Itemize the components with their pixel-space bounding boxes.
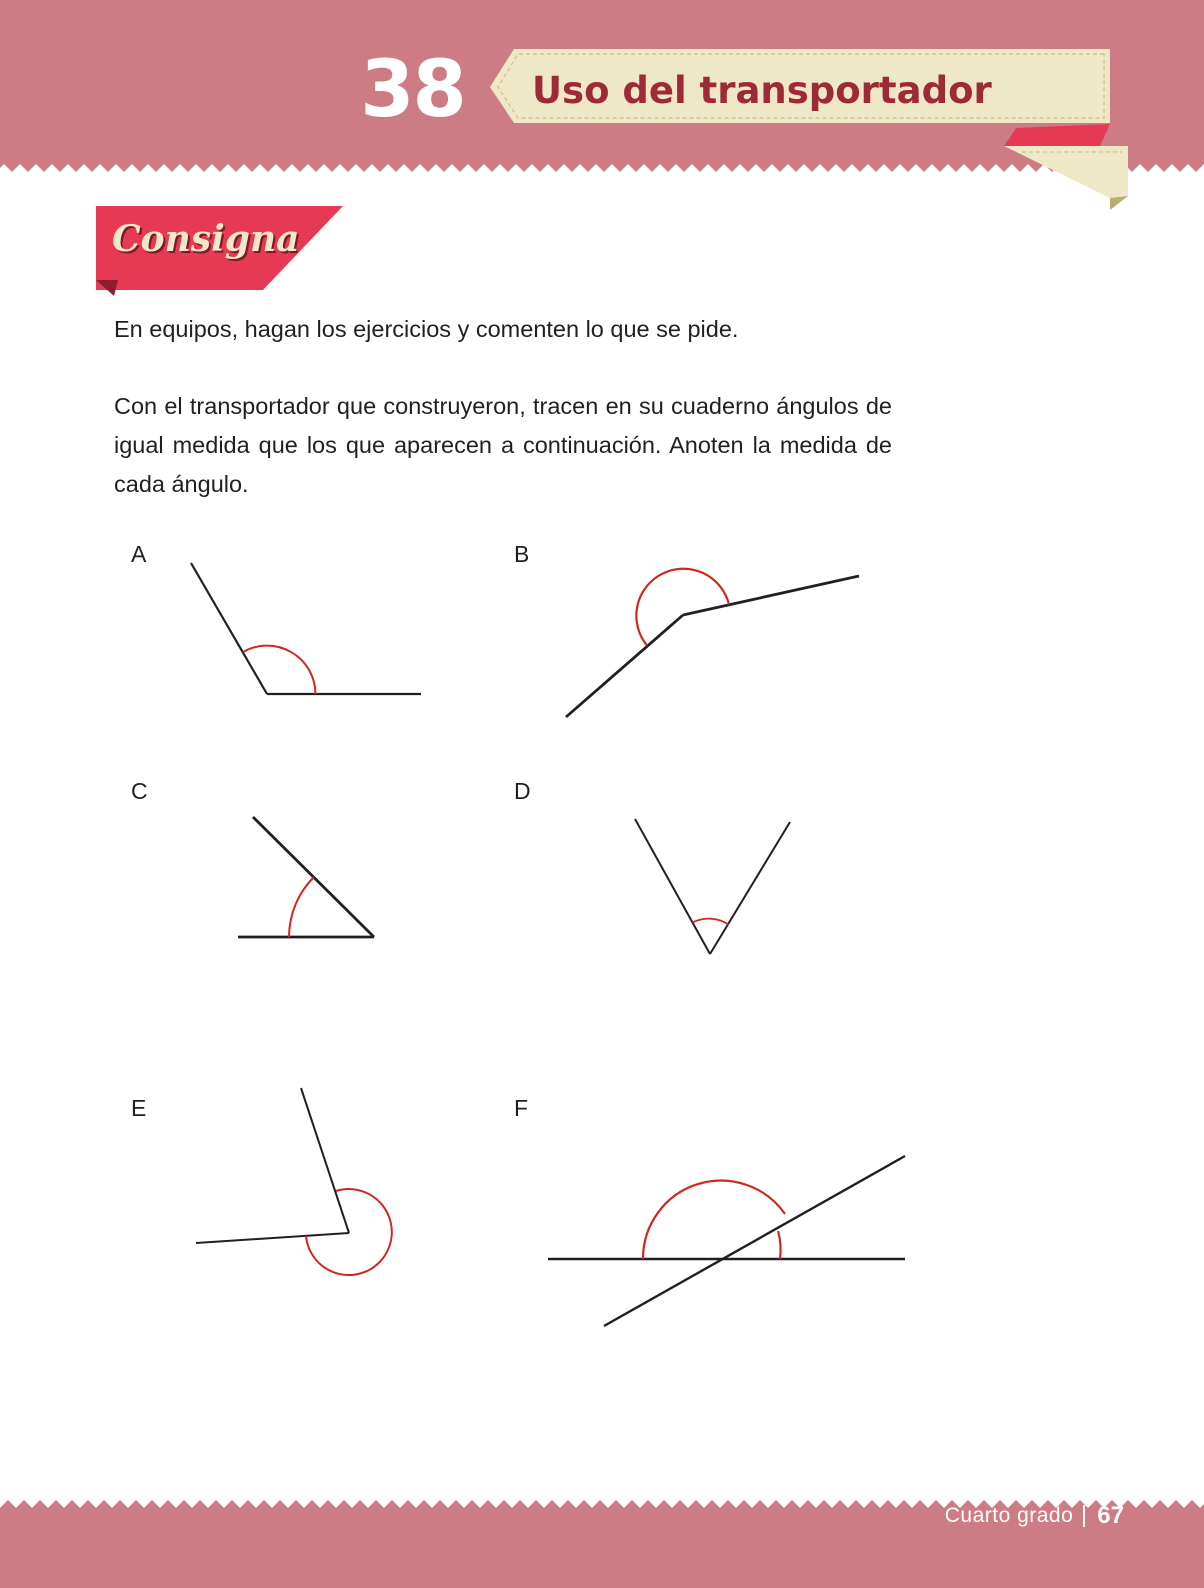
angle-figure-d [635,819,790,954]
figure-label-e: E [131,1095,147,1121]
angle-figure-c [238,817,374,937]
instruction-intro: En equipos, hagan los ejercicios y comenten lo que se pide. [114,316,739,342]
grade-label: Cuarto grado [944,1504,1074,1527]
figure-label-b: B [514,541,530,567]
lesson-title: Uso del transportador [532,69,992,112]
page-number: 67 [1097,1502,1124,1529]
instruction-task: Con el transportador que construyeron, tracen en su cuaderno ángulos de igual medida que los que aparecen a continuación. Anoten la medida de cada ángulo. [114,393,892,497]
page-footer [945,1500,1124,1532]
figure-label-c: C [131,778,148,804]
figure-label-a: A [131,541,147,567]
figure-label-d: D [514,778,531,804]
footer-divider [1083,1505,1085,1527]
lesson-number: 38 [360,45,465,135]
angle-figure-b [566,569,859,717]
angle-figure-a [191,563,421,694]
figure-label-f: F [514,1095,529,1121]
angle-figure-f [548,1156,905,1326]
section-label-consigna: Consigna [112,218,300,260]
angle-figure-e [196,1088,392,1275]
